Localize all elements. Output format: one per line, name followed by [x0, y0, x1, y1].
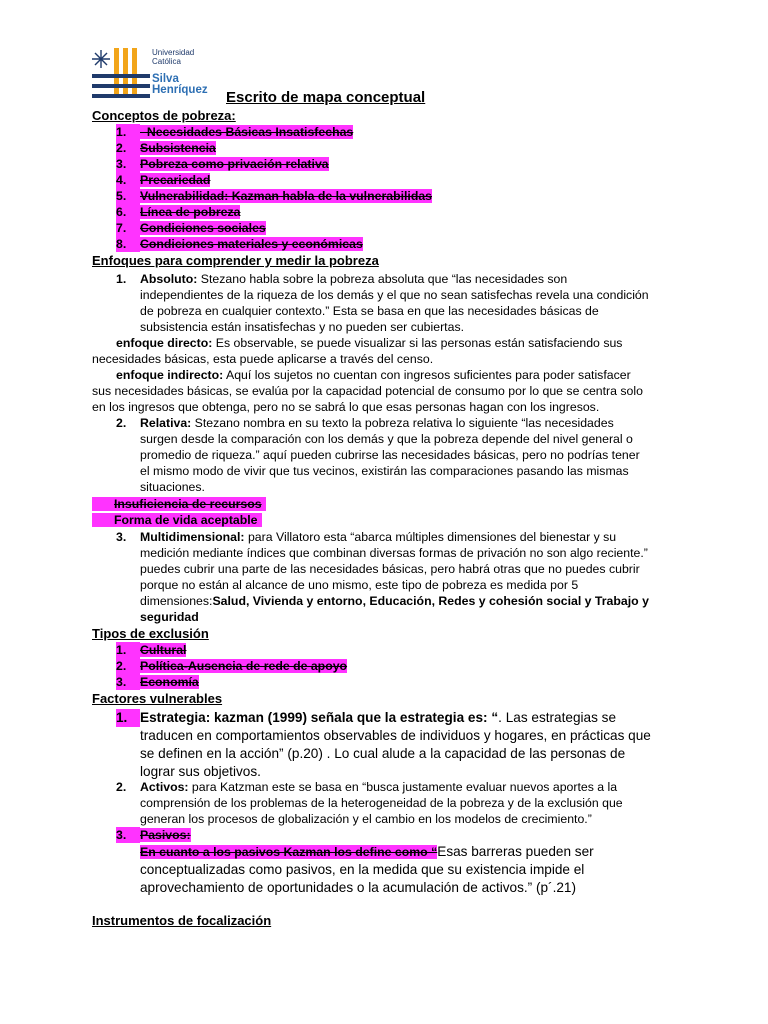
dimensions-bold: seguridad: [140, 610, 199, 624]
paragraph-line: [140, 593, 649, 609]
text: . Las estrategias se: [498, 710, 617, 725]
paragraph-line: se definen en la acción” (p.20) . Lo cual alude a la capacidad de las personas de: [140, 746, 626, 761]
paragraph-line: en los ingresos que obtenga, pero no se sabrá lo que esas personas hagan con los ingresos.: [92, 400, 600, 414]
section-heading-exclusion: Tipos de exclusión: [92, 626, 209, 641]
list-item: [116, 124, 353, 140]
list-item: [116, 236, 363, 252]
text: Esas barreras pueden ser: [437, 844, 594, 859]
paragraph-line: lograr sus objetivos.: [140, 764, 261, 779]
text: para Villatoro esta “abarca múltiples dimensiones del bienestar y su: [244, 530, 617, 544]
list-item: [116, 658, 347, 674]
paragraph-line: 2. Relativa: Stezano nombra en su texto la pobreza relativa lo siguiente “las necesidades: [116, 416, 614, 430]
dimensions-bold: Salud, Vivienda y entorno, Educación, Redes y cohesión social y Trabajo y: [212, 594, 649, 608]
highlight-text: Forma de vida aceptable: [92, 513, 262, 527]
list-number: 2.: [116, 140, 140, 156]
list-text: Cultural: [140, 643, 187, 657]
list-number: 3.: [116, 156, 140, 172]
paragraph-line: de pobreza en cualquier contexto.” Esta se basa en que las necesidades básicas de: [140, 304, 599, 318]
term-label: Pasivos:: [140, 828, 191, 842]
paragraph-line: situaciones.: [140, 480, 205, 494]
section-heading-enfoques: Enfoques para comprender y medir la pobreza: [92, 253, 379, 268]
paragraph-line: porque no están al alcance de uno mismo, este tipo de pobreza es medida por 5: [140, 578, 579, 592]
list-number: 1.: [116, 124, 140, 140]
list-number: 7.: [116, 220, 140, 236]
paragraph-line: conceptualizadas como pasivos, en la medida que su existencia impide el: [140, 862, 585, 877]
paragraph-line: surgen desde la comparación con los demás y que la pobreza depende del nivel general o: [140, 432, 633, 446]
list-text: Precariedad: [140, 173, 211, 187]
term-label: Relativa:: [140, 416, 192, 430]
term-label: Multidimensional:: [140, 530, 245, 544]
list-text: Pobreza como privación relativa: [140, 157, 329, 171]
paragraph-line: [140, 609, 199, 625]
term-label: Activos:: [140, 780, 189, 794]
list-text: Economía: [140, 675, 199, 689]
university-logo: [92, 44, 222, 102]
list-number: 5.: [116, 188, 140, 204]
logo-line4: Henríquez: [152, 84, 208, 96]
term-label: Estrategia: kazman (1999) señala que la estrategia es: “: [140, 710, 499, 725]
highlighted-note: [92, 496, 266, 512]
term-label: enfoque directo:: [116, 336, 213, 350]
logo-line2: Católica: [152, 57, 181, 66]
paragraph-line: [116, 367, 631, 383]
logo-line3: Silva: [152, 73, 179, 85]
logo-name-text: [152, 74, 208, 96]
list-number: 4.: [116, 172, 140, 188]
paragraph-line: 2. Activos: para Katzman este se basa en “busca justamente evaluar nuevos aportes a la: [116, 780, 618, 794]
logo-line1: Universidad: [152, 48, 195, 57]
text: dimensiones:: [140, 594, 213, 608]
paragraph-line: [140, 843, 594, 861]
paragraph-line: necesidades básicas, esta puede aplicarse a través del censo.: [92, 352, 434, 366]
paragraph-line: promedio de riqueza.” aquí pueden cubrirse las necesidades básicas, pero no podrías tener: [140, 448, 640, 462]
term-label: enfoque indirecto:: [116, 368, 224, 382]
list-item: [116, 642, 186, 658]
list-item: [116, 156, 329, 172]
text: Es observable, se puede visualizar si las personas están satisfaciendo sus: [212, 336, 623, 350]
list-text: Necesidades Básicas Insatisfechas: [140, 125, 354, 139]
paragraph-line: 1. Absoluto: Stezano habla sobre la pobreza absoluta que “las necesidades son: [116, 272, 568, 286]
text: para Katzman este se basa en “busca justamente evaluar nuevos aportes a la: [188, 780, 618, 794]
paragraph-line: [116, 709, 616, 727]
list-number: 3.: [116, 827, 140, 843]
list-item: [116, 140, 216, 156]
section-heading-conceptos: Conceptos de pobreza:: [92, 108, 236, 123]
list-item: [116, 827, 191, 843]
list-number: 3.: [116, 674, 140, 690]
section-heading-factores: Factores vulnerables: [92, 691, 223, 706]
paragraph-line: generan los procesos de globalización y el cambio en los modelos de crecimiento.”: [140, 812, 592, 826]
paragraph-line: medición mediante índices que combinan diversas formas de privación no son algo reciente.”: [140, 546, 648, 560]
list-text: Condiciones materiales y económicas: [140, 237, 363, 251]
list-text: Condiciones sociales: [140, 221, 266, 235]
list-text: Política-Ausencia de rede de apoyo: [140, 659, 348, 673]
logo-university-text: [152, 48, 194, 66]
paragraph-line: el mismo modo de vivir que tus vecinos, existirán las comparaciones pasando las mismas: [140, 464, 629, 478]
list-text: Línea de pobreza: [140, 205, 241, 219]
text: Stezano nombra en su texto la pobreza relativa lo siguiente “las necesidades: [191, 416, 614, 430]
paragraph-line: comprensión de los problemas de la heterogeneidad de la pobreza y de la exclusión que: [140, 796, 623, 810]
list-item: [116, 172, 210, 188]
paragraph-line: traducen en comportamientos observables de individuos y hogares, en prácticas que: [140, 728, 651, 743]
list-number: 8.: [116, 236, 140, 252]
paragraph-line: independientes de la riqueza de los demás y el que no sean satisfechas revela una condición: [140, 288, 649, 302]
list-text: Subsistencia: [140, 141, 216, 155]
paragraph-line: puedes cubrir una parte de las necesidades básicas, pero habrá otras que no puedes cubrir: [140, 562, 640, 576]
list-item: [116, 674, 199, 690]
list-number: 1.: [116, 642, 140, 658]
logo-mark-icon: [92, 44, 150, 102]
text: Aquí los sujetos no cuentan con ingresos suficientes para poder satisfacer: [223, 368, 631, 382]
list-item: [116, 220, 266, 236]
paragraph-line: sus necesidades básicas, se evalúa por la capacidad potencial de consumo por lo que se centra solo: [92, 384, 643, 398]
highlighted-note: [92, 512, 262, 528]
list-number: 2.: [116, 658, 140, 674]
paragraph-line: aprovechamiento de oportunidades o la acumulación de activos.” (p´.21): [140, 880, 577, 895]
list-item: [116, 188, 432, 204]
highlight-text: Insuficiencia de recursos: [92, 497, 266, 511]
text: Stezano habla sobre la pobreza absoluta que “las necesidades son: [197, 272, 568, 286]
list-text: Vulnerabilidad: Kazman habla de la vulnerabilidas: [140, 189, 433, 203]
document-title: Escrito de mapa conceptual: [226, 89, 426, 106]
list-item: [116, 204, 240, 220]
paragraph-line: subsistencia están insatisfechas y no pueden ser cubiertas.: [140, 320, 465, 334]
list-number: 1.: [116, 709, 140, 727]
term-label: Absoluto:: [140, 272, 198, 286]
paragraph-line: [116, 335, 622, 351]
list-number: 6.: [116, 204, 140, 220]
section-heading-instrumentos: Instrumentos de focalización: [92, 913, 272, 928]
highlight-text: En cuanto a los pasivos Kazman los define como “: [140, 845, 438, 859]
paragraph-line: 3. Multidimensional: para Villatoro esta “abarca múltiples dimensiones del bienestar y su: [116, 530, 617, 544]
